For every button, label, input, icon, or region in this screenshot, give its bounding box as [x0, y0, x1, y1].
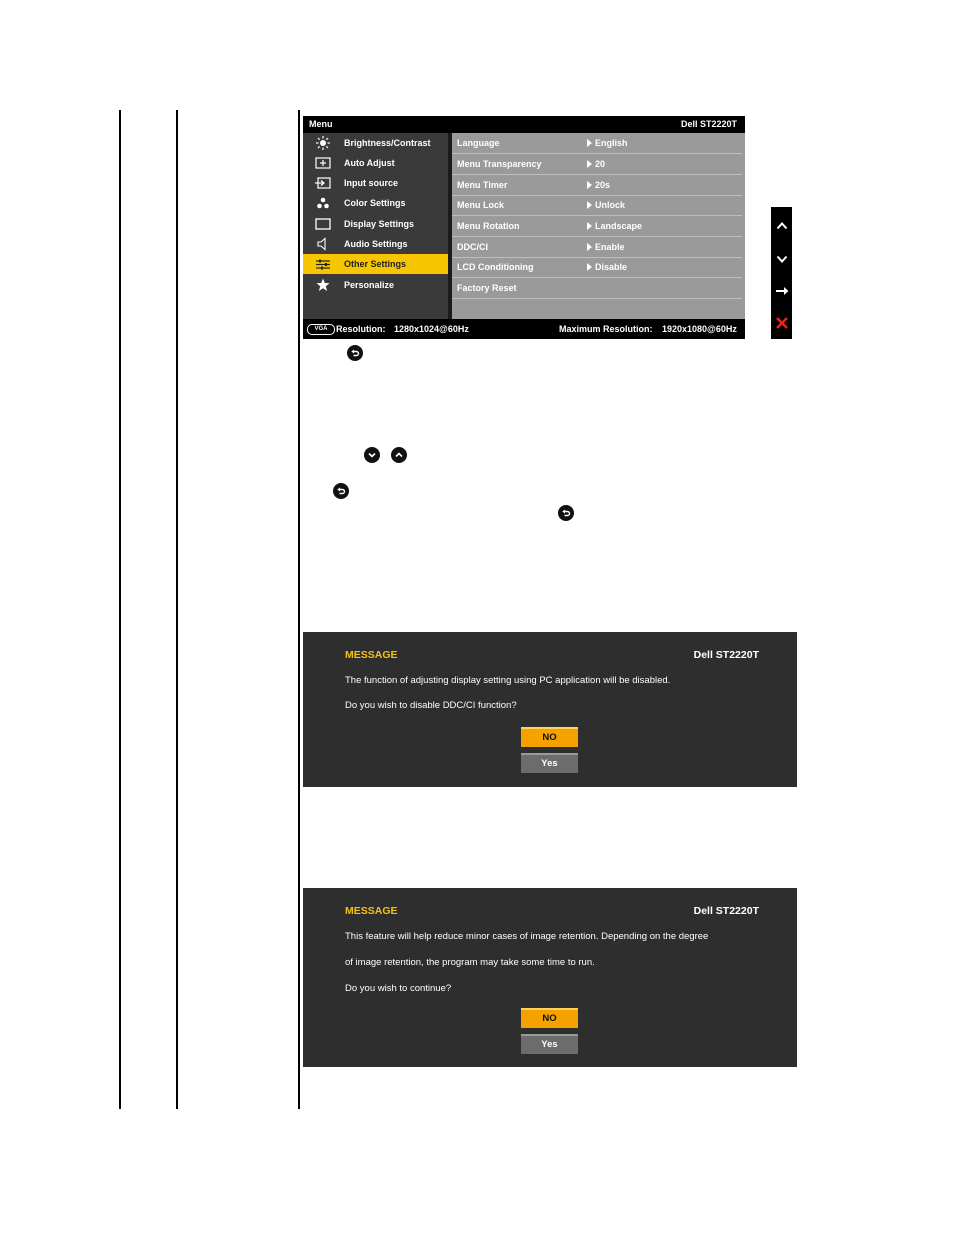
lcd-conditioning-message-dialog: [303, 888, 797, 1067]
display-settings-icon: [315, 217, 331, 231]
setting-name: Menu Transparency: [457, 159, 542, 169]
setting-row-menu-rotation[interactable]: [452, 216, 742, 237]
menu-item-personalize[interactable]: [303, 275, 448, 295]
vga-connector-icon: VGA: [307, 324, 335, 335]
up-button-icon: [391, 447, 407, 463]
message-model: Dell ST2220T: [693, 649, 759, 661]
down-arrow-icon: [776, 254, 788, 264]
ddc-ci-message-dialog: [303, 632, 797, 787]
message-title: MESSAGE: [345, 649, 398, 661]
menu-item-other-settings[interactable]: [303, 254, 448, 274]
menu-item-brightness-contrast[interactable]: [303, 133, 448, 153]
message-line: The function of adjusting display setting using PC application will be disabled.: [345, 675, 671, 686]
setting-row-lcd-conditioning[interactable]: [452, 257, 742, 278]
setting-row-menu-timer[interactable]: [452, 175, 742, 196]
message-line: Do you wish to continue?: [345, 983, 452, 994]
max-resolution-value: 1920x1080@60Hz: [662, 324, 737, 334]
auto-adjust-icon: [315, 156, 331, 170]
audio-settings-icon: [315, 237, 331, 251]
setting-name: Factory Reset: [457, 283, 517, 293]
setting-row-ddc-ci[interactable]: [452, 237, 742, 258]
setting-value: Enable: [587, 237, 625, 257]
osd-title: Menu: [309, 119, 333, 129]
down-button[interactable]: [771, 242, 792, 275]
message-line: of image retention, the program may take some time to run.: [345, 957, 595, 968]
brightness-icon: [315, 136, 331, 150]
yes-button[interactable]: Yes: [521, 1034, 578, 1054]
osd-header: [303, 116, 745, 133]
star-icon: [315, 278, 331, 292]
no-button[interactable]: NO: [521, 727, 578, 747]
up-arrow-icon: [776, 221, 788, 231]
back-button-icon: [333, 483, 349, 499]
menu-item-display-settings[interactable]: [303, 214, 448, 234]
back-button-icon: [558, 505, 574, 521]
menu-item-label: Other Settings: [344, 259, 407, 269]
menu-item-audio-settings[interactable]: [303, 234, 448, 254]
osd-main-menu: [303, 133, 448, 319]
input-source-icon: [315, 176, 331, 190]
menu-item-color-settings[interactable]: [303, 193, 448, 213]
setting-value: 20s: [587, 175, 610, 195]
message-title: MESSAGE: [345, 905, 398, 917]
yes-button[interactable]: Yes: [521, 753, 578, 773]
osd-submenu: [452, 133, 745, 319]
down-button-icon: [364, 447, 380, 463]
message-line: Do you wish to disable DDC/CI function?: [345, 700, 517, 711]
setting-name: Menu Lock: [457, 200, 505, 210]
setting-name: LCD Conditioning: [457, 262, 534, 272]
column-divider-left: [119, 110, 121, 1109]
setting-value: Unlock: [587, 195, 625, 215]
setting-row-menu-lock[interactable]: [452, 195, 742, 216]
setting-name: DDC/CI: [457, 242, 488, 252]
setting-name: Menu Timer: [457, 180, 508, 190]
other-settings-icon: [315, 257, 331, 271]
menu-item-label: Auto Adjust: [344, 158, 395, 168]
menu-item-label: Brightness/Contrast: [344, 138, 431, 148]
menu-item-auto-adjust[interactable]: [303, 153, 448, 173]
setting-name: Language: [457, 138, 500, 148]
up-button[interactable]: [771, 209, 792, 242]
column-divider-right: [298, 110, 300, 1109]
max-resolution-label: Maximum Resolution:: [559, 324, 653, 334]
right-arrow-icon: [775, 286, 789, 296]
no-button[interactable]: NO: [521, 1008, 578, 1028]
setting-value: 20: [587, 154, 605, 174]
back-button-icon: [347, 345, 363, 361]
setting-row-factory-reset[interactable]: [452, 278, 742, 299]
setting-row-language[interactable]: [452, 133, 742, 154]
osd-footer: [303, 319, 745, 339]
monitor-button-bar: [771, 207, 792, 339]
setting-value: Landscape: [587, 216, 642, 236]
menu-item-label: Display Settings: [344, 219, 415, 229]
enter-button[interactable]: [771, 274, 792, 307]
message-line: This feature will help reduce minor cases of image retention. Depending on the degree: [345, 931, 709, 942]
setting-value: English: [587, 133, 628, 153]
resolution-value: 1280x1024@60Hz: [394, 324, 469, 334]
setting-value: Disable: [587, 257, 627, 277]
osd-menu: [303, 116, 745, 339]
exit-x-icon: [775, 316, 789, 330]
setting-name: Menu Rotation: [457, 221, 520, 231]
column-divider-middle: [176, 110, 178, 1109]
exit-button[interactable]: [771, 306, 792, 339]
menu-item-label: Input source: [344, 178, 399, 188]
menu-item-label: Color Settings: [344, 198, 406, 208]
menu-item-label: Personalize: [344, 280, 395, 290]
message-model: Dell ST2220T: [693, 905, 759, 917]
menu-item-input-source[interactable]: [303, 173, 448, 193]
resolution-label: Resolution:: [336, 324, 386, 334]
setting-row-menu-transparency[interactable]: [452, 154, 742, 175]
menu-item-label: Audio Settings: [344, 239, 408, 249]
color-settings-icon: [315, 196, 331, 210]
osd-model: Dell ST2220T: [680, 119, 737, 129]
